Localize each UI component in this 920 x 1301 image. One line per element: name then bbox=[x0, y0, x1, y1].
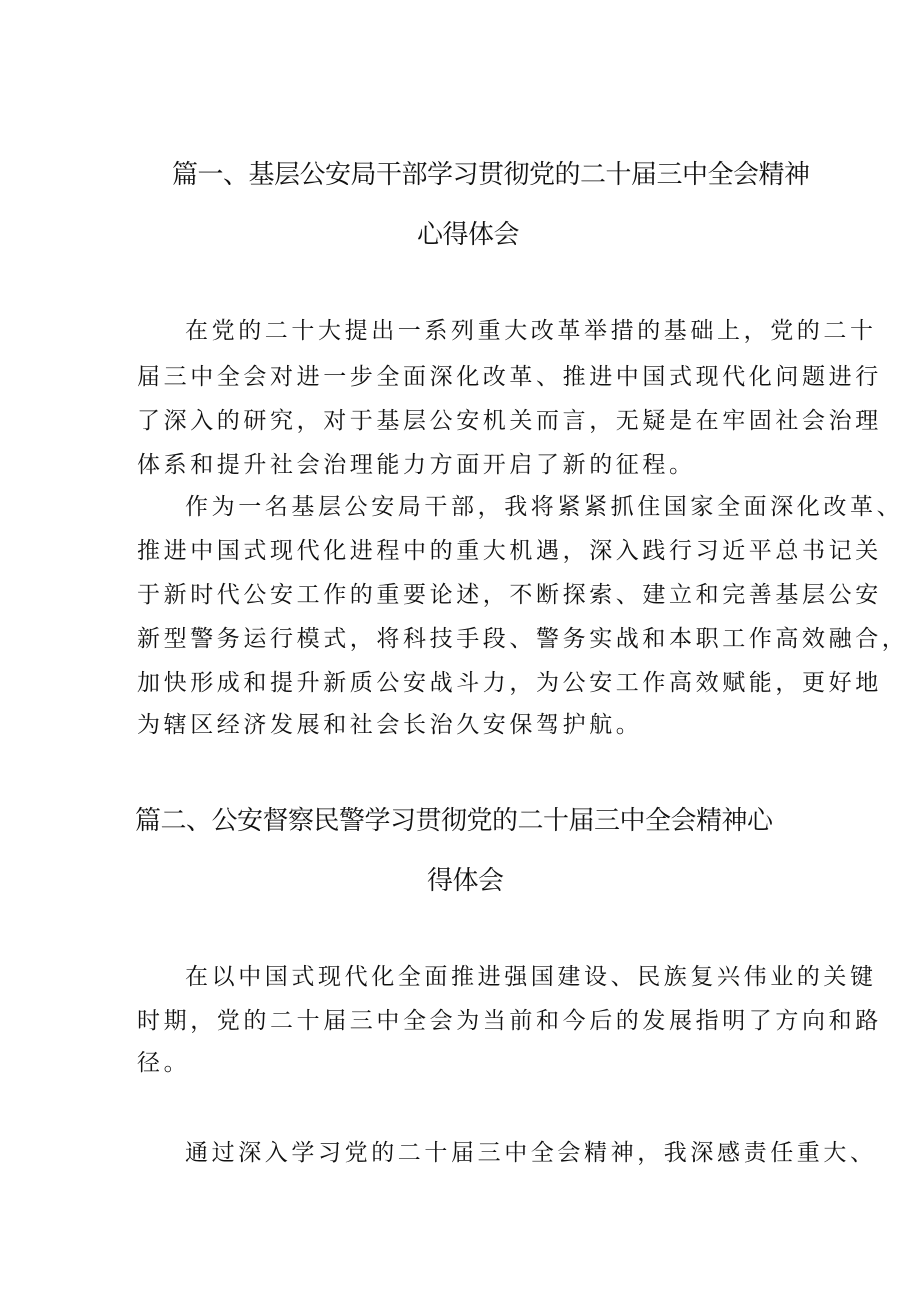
paragraph-line: 在党的二十大提出一系列重大改革举措的基础上，党的二十 bbox=[185, 318, 877, 344]
section-2-title-line-1: 篇二、公安督察民警学习贯彻党的二十届三中全会精神心 bbox=[135, 806, 773, 836]
paragraph-line: 体系和提升社会治理能力方面开启了新的征程。 bbox=[137, 452, 696, 478]
paragraph-line: 通过深入学习党的二十届三中全会精神，我深感责任重大、 bbox=[185, 1140, 877, 1166]
section-1-title-line-2: 心得体会 bbox=[417, 220, 520, 250]
paragraph-line: 于新时代公安工作的重要论述，不断探索、建立和完善基层公安 bbox=[137, 582, 882, 608]
section-1-title-line-1: 篇一、基层公安局干部学习贯彻党的二十届三中全会精神 bbox=[172, 160, 810, 190]
paragraph-line: 在以中国式现代化全面推进强国建设、民族复兴伟业的关键 bbox=[185, 964, 877, 990]
paragraph-line: 推进中国式现代化进程中的重大机遇，深入践行习近平总书记关 bbox=[137, 538, 882, 564]
paragraph-line: 了深入的研究，对于基层公安机关而言，无疑是在牢固社会治理 bbox=[137, 408, 882, 434]
paragraph-line: 加快形成和提升新质公安战斗力，为公安工作高效赋能，更好地 bbox=[137, 670, 882, 696]
paragraph-line: 作为一名基层公安局干部，我将紧紧抓住国家全面深化改革、 bbox=[185, 494, 904, 520]
section-2-title-line-2: 得体会 bbox=[427, 866, 504, 896]
paragraph-line: 届三中全会对进一步全面深化改革、推进中国式现代化问题进行 bbox=[137, 364, 882, 390]
paragraph-line: 为辖区经济发展和社会长治久安保驾护航。 bbox=[137, 712, 643, 738]
paragraph-line: 新型警务运行模式，将科技手段、警务实战和本职工作高效融合， bbox=[137, 626, 909, 652]
paragraph-line: 径。 bbox=[137, 1050, 191, 1076]
paragraph-line: 时期，党的二十届三中全会为当前和今后的发展指明了方向和路 bbox=[137, 1008, 882, 1034]
